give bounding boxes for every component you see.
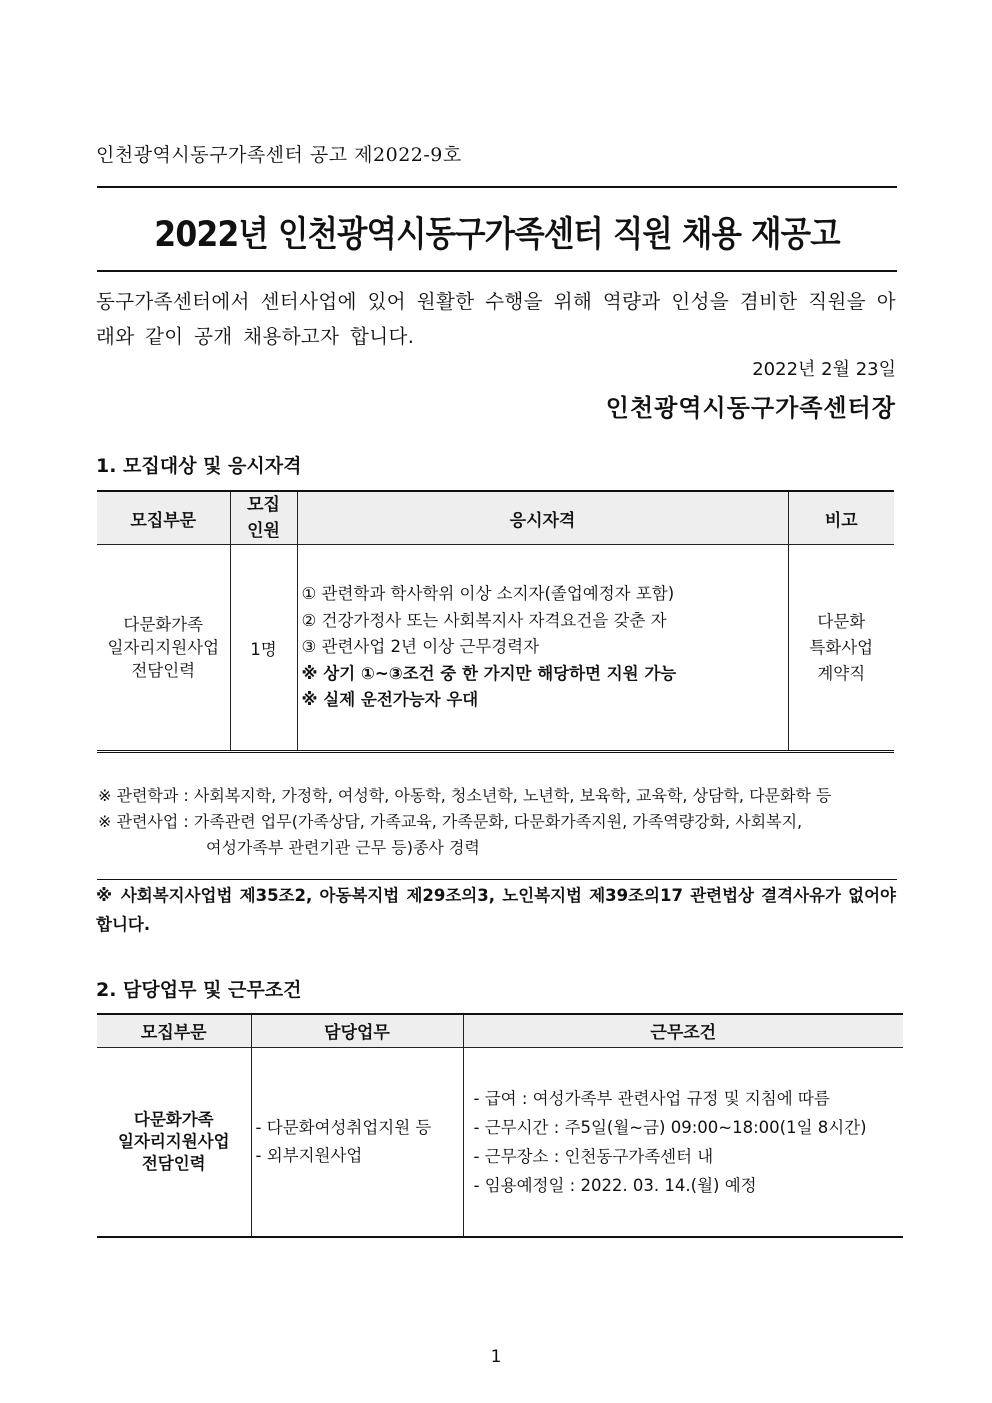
condition-item: - 임용예정일 : 2022. 03. 14.(월) 예정 [473,1175,757,1195]
col-remarks: 비고 [788,491,894,545]
recruitment-table [97,490,894,753]
section2-heading: 2. 담당업무 및 근무조건 [96,979,302,1001]
qualification-note: ※ 상기 ①~③조건 중 한 가지만 해당하면 지원 가능 [301,663,677,683]
page-number: 1 [490,1347,502,1367]
condition-item: - 급여 : 여성가족부 관련사업 규정 및 지침에 따름 [473,1088,830,1108]
qualifications-cell [297,545,788,752]
qualification-item: ③ 관련사업 2년 이상 근무경력자 [301,637,540,657]
warning-rule [97,879,897,880]
headcount-cell: 1명 [230,545,297,752]
signer: 인천광역시동구가족센터장 [605,394,896,422]
related-majors-note: ※ 관련학과 : 사회복지학, 가정학, 여성학, 아동학, 청소년학, 노년학, 보육학, 교육학, 상담학, 다문화학 등 [98,786,832,805]
remarks-cell: 다문화 특화사업 계약직 [788,545,894,752]
department-cell: 다문화가족 일자리지원사업 전담인력 [97,1047,251,1237]
condition-item: - 근무장소 : 인천동구가족센터 내 [473,1146,714,1166]
qualification-item: ① 관련학과 학사학위 이상 소지자(졸업예정자 포함) [301,584,675,604]
condition-item: - 근무시간 : 주5일(월~금) 09:00~18:00(1일 8시간) [473,1117,867,1137]
duties-cell [251,1047,463,1237]
col-department: 모집부문 [97,491,230,545]
title-top-rule [97,186,897,188]
duty-item: - 다문화여성취업지원 등 [255,1117,432,1137]
conditions-cell [463,1047,903,1237]
qualification-note: ※ 실제 운전가능자 우대 [301,690,479,710]
col-qualifications: 응시자격 [297,491,788,545]
related-work-note-cont: 여성가족부 관련기관 근무 등)종사 경력 [206,838,480,857]
duties-table [97,1013,903,1238]
col-department: 모집부문 [97,1014,251,1047]
notes [98,783,831,861]
duty-item: - 외부지원사업 [255,1145,363,1165]
intro-paragraph: 동구가족센터에서 센터사업에 있어 원활한 수행을 위해 역량과 인성을 겸비한 직원을 아래와 같이 공개 채용하고자 합니다. [96,290,896,348]
section1-heading: 1. 모집대상 및 응시자격 [96,455,302,477]
announcement-date: 2022년 2월 23일 [752,359,896,380]
title-bottom-rule [97,270,897,272]
col-conditions: 근무조건 [463,1014,903,1047]
col-duties: 담당업무 [251,1014,463,1047]
disqualification-warning: ※ 사회복지사업법 제35조2, 아동복지법 제29조의3, 노인복지법 제39조의17 관련법상 결격사유가 없어야 합니다. [96,886,896,934]
page-title: 2022년 인천광역시동구가족센터 직원 채용 재공고 [154,215,840,255]
department-cell: 다문화가족 일자리지원사업 전담인력 [97,545,230,752]
col-headcount: 모집 인원 [230,491,297,545]
related-work-note: ※ 관련사업 : 가족관련 업무(가족상담, 가족교육, 가족문화, 다문화가족지원, 가족역량강화, 사회복지, [98,812,803,831]
notice-number: 인천광역시동구가족센터 공고 제2022-9호 [96,144,462,166]
qualification-item: ② 건강가정사 또는 사회복지사 자격요건을 갖춘 자 [301,610,667,630]
